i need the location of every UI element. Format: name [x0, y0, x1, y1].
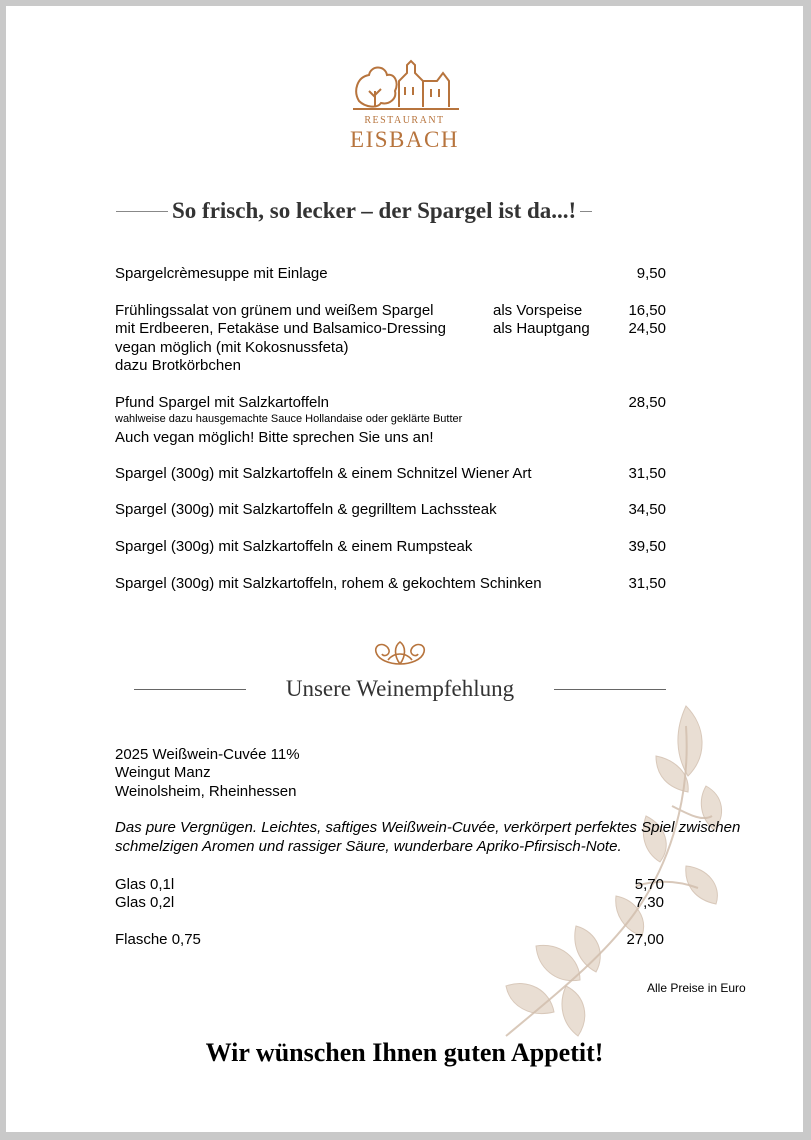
menu-item-6: Spargel (300g) mit Salzkartoffeln & einem Rumpsteak: [115, 538, 473, 555]
menu-item-3-line-1: Pfund Spargel mit Salzkartoffeln: [115, 394, 330, 411]
headline-text: So frisch, so lecker – der Spargel ist da...!: [172, 198, 577, 223]
wine-price-label-1: Glas 0,1l: [115, 876, 175, 893]
menu-item-4-price: 31,50: [628, 465, 666, 482]
menu-item-7: Spargel (300g) mit Salzkartoffeln, rohem & gekochtem Schinken: [115, 575, 542, 592]
wine-price-label-2: Glas 0,2l: [115, 894, 175, 911]
wine-price-label-3: Flasche 0,75: [115, 931, 201, 948]
menu-item-7-price: 31,50: [628, 575, 666, 592]
wine-price-3: 27,00: [626, 931, 664, 948]
brand-subtitle: RESTAURANT: [364, 115, 445, 126]
currency-note: Alle Preise in Euro: [647, 981, 746, 995]
menu-item-2-line-2: mit Erdbeeren, Fetakäse und Balsamico-Dressing: [115, 320, 446, 337]
brand-name: EISBACH: [350, 127, 459, 152]
wine-description: Das pure Vergnügen. Leichtes, saftiges Weißwein-Cuvée, verkörpert perfektes Spiel zwischen schmelzigen Aromen und rassiger Säure, wunderbare Apriko-Pfirsisch-Note.: [115, 819, 741, 855]
wine-heading-text: Unsere Weinempfehlung: [285, 676, 515, 701]
menu-item-5: Spargel (300g) mit Salzkartoffeln & gegrilltem Lachssteak: [115, 501, 497, 518]
wine-price-1: 5,70: [634, 876, 664, 893]
menu-item-2-option-1: als Vorspeise: [493, 302, 583, 319]
menu-item-2-option-2: als Hauptgang: [493, 320, 590, 337]
menu-item-2-option-2-price: 24,50: [628, 320, 666, 337]
menu-item-2-option-1-price: 16,50: [628, 302, 666, 319]
wine-name: 2025 Weißwein-Cuvée 11%: [115, 746, 300, 763]
headline: [116, 198, 668, 224]
menu-item-2-line-4: dazu Brotkörbchen: [115, 357, 241, 374]
menu-item-1-price: 9,50: [636, 265, 666, 282]
headline-rule-right: [580, 211, 592, 212]
menu-item-4: Spargel (300g) mit Salzkartoffeln & einem Schnitzel Wiener Art: [115, 465, 532, 482]
menu-item-3-price: 28,50: [628, 394, 666, 411]
menu-item-1: Spargelcrèmesuppe mit Einlage: [115, 265, 328, 282]
menu-page: [6, 6, 803, 1132]
menu-item-2-line-3: vegan möglich (mit Kokosnussfeta): [115, 339, 349, 356]
ornament-icon: [368, 638, 432, 668]
menu-item-3-line-3: Auch vegan möglich! Bitte sprechen Sie uns an!: [115, 429, 434, 446]
closing-message: Wir wünschen Ihnen guten Appetit!: [205, 1038, 604, 1067]
menu-item-6-price: 39,50: [628, 538, 666, 555]
wine-winery: Weingut Manz: [115, 764, 211, 781]
wine-origin: Weinolsheim, Rheinhessen: [115, 783, 297, 800]
headline-rule-left: [116, 211, 168, 212]
wine-rule-left: [134, 689, 246, 690]
menu-item-5-price: 34,50: [628, 501, 666, 518]
menu-item-3-line-2: wahlweise dazu hausgemachte Sauce Hollandaise oder geklärte Butter: [115, 413, 463, 425]
menu-item-2-line-1: Frühlingssalat von grünem und weißem Spargel: [115, 302, 434, 319]
wine-rule-right: [554, 689, 666, 690]
restaurant-logo-icon: [351, 51, 461, 113]
wine-price-2: 7,30: [634, 894, 664, 911]
